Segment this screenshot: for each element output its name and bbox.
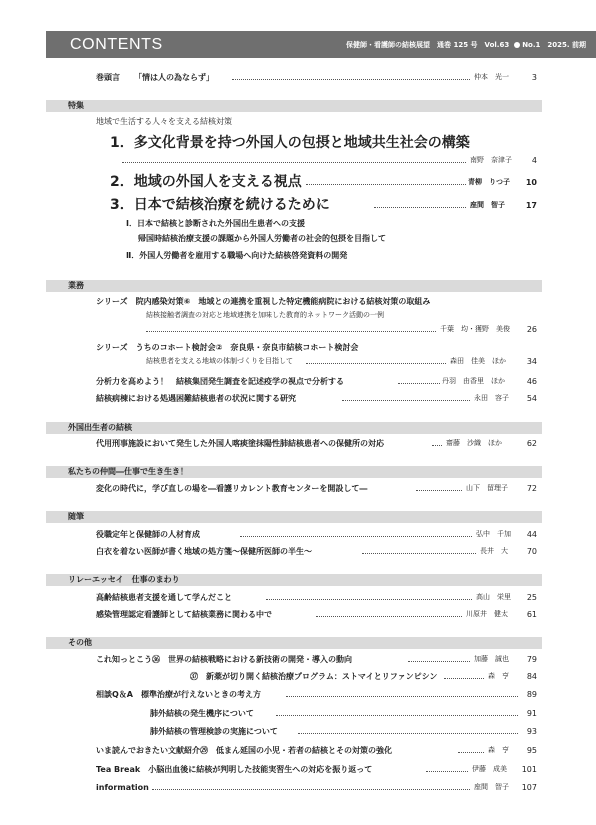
entry-author: 仲本 光一 (474, 73, 509, 81)
volume: Vol.63 (484, 40, 510, 49)
toc-entry-foreword[interactable] (0, 71, 596, 84)
foreword-label: 巻頭言 (96, 73, 120, 82)
toc-entry-author-line (0, 323, 596, 336)
entry-title: 1．多文化背景を持つ外国人の包摂と地域共生社会の構築 (110, 135, 470, 151)
entry-title: Tea Break 小脳出血後に結核が判明した技能実習生への対応を振り返って (96, 765, 373, 774)
entry-author: 千葉 均・獲野 美俊 (440, 325, 510, 333)
subsection-subtitle: 帰国時結核治療支援の課題から外国人労働者の社会的包摂を目指して (138, 234, 386, 243)
entry-author: 伊藤 成美 (472, 765, 507, 773)
entry-author: 齋藤 沙織 ほか (446, 439, 502, 447)
entry-title: 感染管理認定看護師として結核業務に関わる中で (96, 610, 272, 619)
issue-date: 2025. 前期 (547, 40, 586, 49)
entry-page: 79 (526, 655, 537, 664)
entry-title: 高齢結核患者支援を通して学んだこと (96, 593, 232, 602)
entry-page: 3 (531, 73, 537, 82)
entry-page: 61 (526, 610, 537, 619)
entry-subtitle: 結核患者を支える地域の体制づくりを目指して (146, 357, 293, 365)
entry-page: 26 (526, 325, 537, 334)
toc-entry[interactable] (0, 437, 596, 450)
toc-entry[interactable] (0, 670, 596, 683)
toc-entry[interactable] (0, 295, 596, 308)
entry-author: 高山 栄里 (476, 593, 511, 601)
entry-title: 「情は人の為ならず」 (134, 73, 214, 82)
entry-page: 10 (525, 178, 537, 187)
entry-title: いま読んでおきたい文献紹介㉙ 低まん延国の小児・若者の結核とその対策の強化 (96, 746, 392, 755)
entry-page: 62 (526, 439, 537, 448)
entry-author: 青柳 りつ子 (468, 178, 510, 186)
page-title: CONTENTS (70, 35, 163, 53)
toc-entry-author-line (0, 154, 596, 167)
entry-author: 永田 容子 (474, 394, 509, 402)
sub-entry (0, 249, 596, 262)
sub-entry (0, 217, 596, 230)
entry-author: 川原井 健太 (466, 610, 508, 618)
number: No.1 (522, 40, 541, 49)
sub-entry (0, 232, 596, 245)
entry-subtitle: 結核接触者調査の対応と地域連携を加味した教育的ネットワーク活動の一例 (146, 311, 384, 319)
entry-page: 44 (526, 530, 537, 539)
entry-page: 54 (526, 394, 537, 403)
toc-entry[interactable] (0, 392, 596, 405)
subsection-title: Ⅰ．日本で結核と診断された外国出生患者への支援 (126, 219, 305, 228)
entry-title: 相談Q＆A 標準治療が行えないときの考え方 (96, 690, 261, 699)
entry-title: 肺外結核の管理検診の実施について (150, 727, 278, 736)
entry-page: 34 (526, 357, 537, 366)
entry-title: 役職定年と保健師の人材育成 (96, 530, 200, 539)
entry-page: 46 (526, 377, 537, 386)
entry-page: 89 (526, 690, 537, 699)
toc-entry[interactable] (0, 482, 596, 495)
toc-entry[interactable] (0, 173, 596, 191)
entry-page: 95 (526, 746, 537, 755)
theme-text: 地域で生活する人々を支える結核対策 (96, 117, 232, 126)
entry-title: 変化の時代に，学び直しの場を―看護リカレント教育センターを開設して― (96, 484, 368, 493)
issue-number: 通巻 125 号 (437, 40, 478, 49)
toc-entry[interactable] (0, 608, 596, 621)
entry-title: 代用刑事施設において発生した外国人喀痰塗抹陽性肺結核患者への保健所の対応 (96, 439, 384, 448)
entry-author: 山下 留理子 (466, 484, 508, 492)
entry-title: 白衣を着ない医師が書く地域の処方箋～保健所医師の半生～ (96, 547, 312, 556)
section-header: 随筆 (46, 511, 542, 523)
toc-entry-subtitle (0, 309, 596, 322)
entry-title: シリーズ うちのコホート検討会② 奈良県・奈良市結核コホート検討会 (96, 343, 359, 352)
toc-entry[interactable] (0, 591, 596, 604)
toc-entry[interactable] (0, 545, 596, 558)
toc-entry[interactable] (0, 196, 596, 214)
toc-entry[interactable] (0, 134, 596, 152)
entry-page: 84 (526, 672, 537, 681)
entry-author: 森 亨 (488, 672, 509, 680)
entry-page: 72 (526, 484, 537, 493)
theme (0, 115, 596, 128)
entry-author: 加藤 誠也 (474, 655, 509, 663)
toc-entry[interactable] (0, 341, 596, 354)
section-header: リレーエッセイ 仕事のまわり (46, 574, 542, 586)
toc-entry[interactable] (0, 781, 596, 794)
entry-page: 70 (526, 547, 537, 556)
entry-title: 3．日本で結核治療を続けるために (110, 197, 330, 213)
toc-entry[interactable] (0, 707, 596, 720)
section-header: 特集 (46, 100, 542, 112)
entry-page: 91 (526, 709, 537, 718)
bullet-icon (514, 42, 520, 48)
entry-title: 肺外結核の発生機序について (150, 709, 254, 718)
entry-author: 弘中 千加 (476, 530, 511, 538)
section-header: 私たちの仲間―仕事で生き生き！ (46, 466, 542, 478)
entry-title: シリーズ 院内感染対策⑥ 地域との連携を重視した特定機能病院における結核対策の取組み (96, 297, 431, 306)
subsection-title: Ⅱ．外国人労働者を雇用する職場へ向けた結核啓発資料の開発 (126, 251, 348, 260)
toc-entry[interactable] (0, 744, 596, 757)
entry-title: 2．地域の外国人を支える視点 (110, 174, 302, 190)
entry-author: 長井 大 (480, 547, 508, 555)
entry-page: 25 (526, 593, 537, 602)
toc-entry[interactable] (0, 725, 596, 738)
entry-author: 座間 智子 (470, 201, 505, 209)
entry-page: 17 (525, 201, 537, 210)
entry-author: 座間 智子 (474, 783, 509, 791)
contents-header (46, 31, 596, 58)
entry-page: 107 (521, 783, 537, 792)
toc-entry[interactable] (0, 528, 596, 541)
entry-page: 93 (526, 727, 537, 736)
toc-entry[interactable] (0, 763, 596, 776)
toc-entry-subtitle[interactable] (0, 355, 596, 368)
entry-page: 101 (521, 765, 537, 774)
toc-entry[interactable] (0, 653, 596, 666)
entry-title: 分析力を高めよう！ 結核集団発生調査を記述疫学の視点で分析する (96, 377, 344, 386)
issue-info (339, 40, 586, 50)
section-header: 外国出生者の結核 (46, 422, 542, 434)
journal-name: 保健師・看護師の結核展望 (346, 40, 431, 49)
entry-title: information (96, 783, 149, 792)
toc-entry[interactable] (0, 688, 596, 701)
entry-title: ㊲ 新薬が切り開く結核治療プログラム：ストマイとリファンピシン (190, 672, 438, 681)
section-header: その他 (46, 637, 542, 649)
toc-entry[interactable] (0, 375, 596, 388)
entry-title: これ知っとこう㊱ 世界の結核戦略における新技術の開発・導入の動向 (96, 655, 352, 664)
entry-author: 丹羽 由香里 ほか (442, 377, 505, 385)
section-header: 業務 (46, 280, 542, 292)
entry-title: 結核病棟における処遇困難結核患者の状況に関する研究 (96, 394, 296, 403)
entry-page: 4 (531, 156, 537, 165)
entry-author: 森 亨 (488, 746, 509, 754)
entry-author: 森田 佳美 ほか (450, 357, 506, 365)
entry-author: 南野 奈津子 (470, 156, 512, 164)
